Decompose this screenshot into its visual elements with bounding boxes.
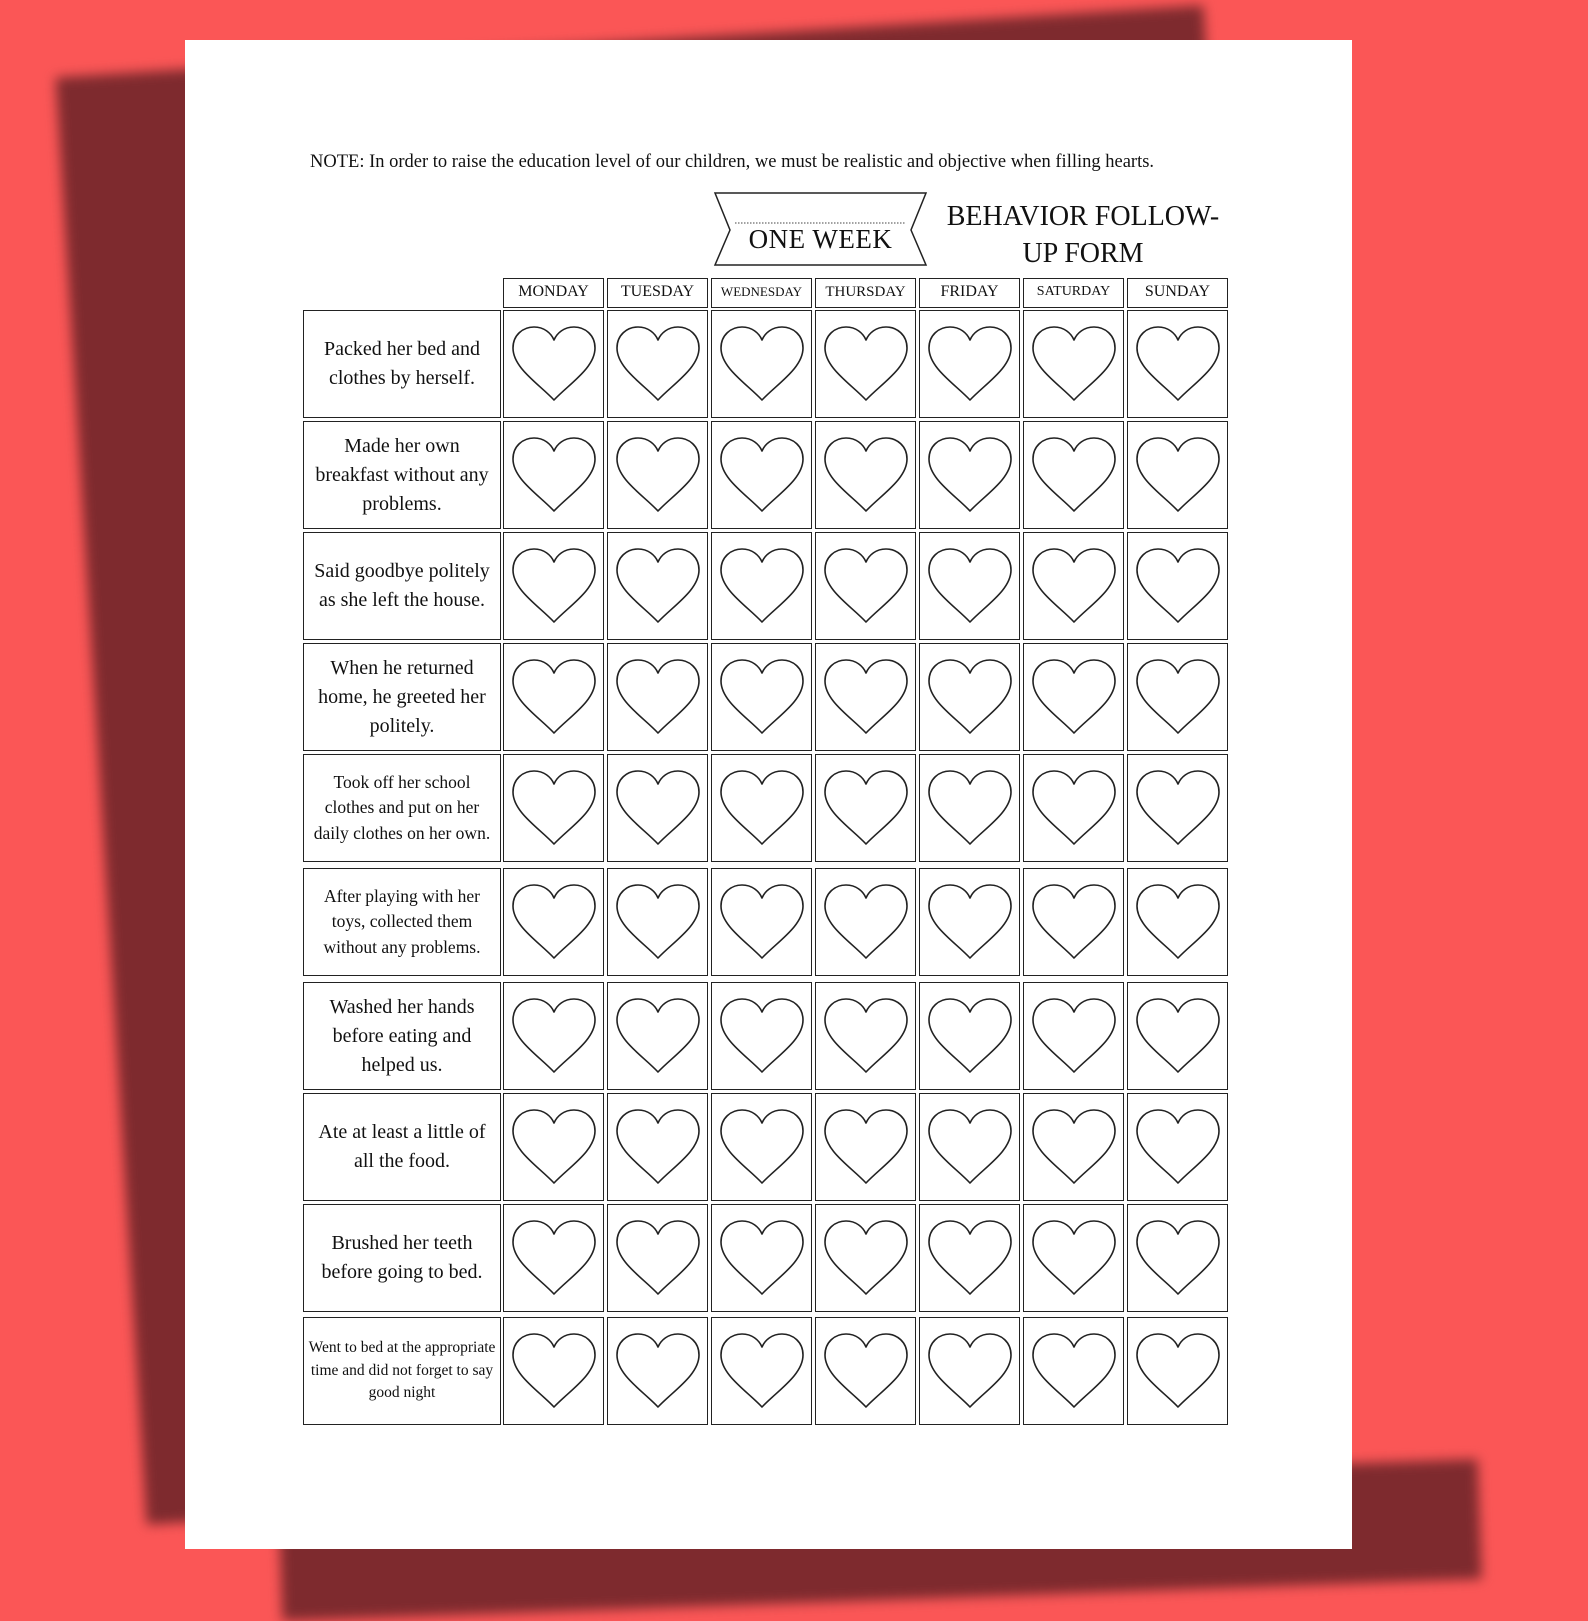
heart-cell-saturday[interactable] [1023, 310, 1124, 418]
heart-outline-icon [717, 1218, 807, 1298]
heart-outline-icon [509, 768, 599, 848]
heart-outline-icon [925, 768, 1015, 848]
heart-outline-icon [1029, 546, 1119, 626]
heart-cell-monday[interactable] [503, 1093, 604, 1201]
heart-cell-saturday[interactable] [1023, 1317, 1124, 1425]
heart-cell-saturday[interactable] [1023, 754, 1124, 862]
heart-cell-friday[interactable] [919, 868, 1020, 976]
heart-cell-sunday[interactable] [1127, 1093, 1228, 1201]
heart-cell-wednesday[interactable] [711, 310, 812, 418]
heart-outline-icon [613, 657, 703, 737]
heart-cell-sunday[interactable] [1127, 1317, 1228, 1425]
heart-cell-wednesday[interactable] [711, 754, 812, 862]
heart-cell-sunday[interactable] [1127, 421, 1228, 529]
heart-cell-sunday[interactable] [1127, 868, 1228, 976]
heart-cell-monday[interactable] [503, 310, 604, 418]
heart-cell-wednesday[interactable] [711, 868, 812, 976]
heart-cell-thursday[interactable] [815, 1093, 916, 1201]
heart-cell-wednesday[interactable] [711, 643, 812, 751]
heart-outline-icon [1029, 435, 1119, 515]
worksheet-page [185, 40, 1352, 1549]
heart-outline-icon [1029, 1218, 1119, 1298]
heart-outline-icon [821, 882, 911, 962]
form-title-line1: BEHAVIOR FOLLOW- [946, 201, 1220, 232]
heart-outline-icon [717, 1107, 807, 1187]
heart-cell-thursday[interactable] [815, 1317, 916, 1425]
heart-cell-monday[interactable] [503, 1317, 604, 1425]
form-title-line2: UP FORM [1022, 238, 1144, 269]
heart-outline-icon [925, 435, 1015, 515]
heart-outline-icon [821, 1107, 911, 1187]
heart-cell-wednesday[interactable] [711, 982, 812, 1090]
heart-outline-icon [821, 324, 911, 404]
heart-outline-icon [509, 324, 599, 404]
heart-cell-monday[interactable] [503, 982, 604, 1090]
heart-outline-icon [509, 435, 599, 515]
heart-cell-saturday[interactable] [1023, 1093, 1124, 1201]
heart-outline-icon [613, 435, 703, 515]
heart-cell-tuesday[interactable] [607, 982, 708, 1090]
heart-outline-icon [1029, 996, 1119, 1076]
behavior-label: Said goodbye politely as she left the house. [303, 532, 501, 640]
heart-cell-sunday[interactable] [1127, 532, 1228, 640]
heart-cell-sunday[interactable] [1127, 1204, 1228, 1312]
heart-outline-icon [613, 546, 703, 626]
heart-outline-icon [1029, 882, 1119, 962]
heart-cell-monday[interactable] [503, 643, 604, 751]
note-text: NOTE: In order to raise the education level of our children, we must be realistic and objective when filling hearts. [310, 152, 1155, 172]
heart-outline-icon [717, 882, 807, 962]
heart-outline-icon [717, 768, 807, 848]
heart-cell-friday[interactable] [919, 310, 1020, 418]
heart-cell-tuesday[interactable] [607, 310, 708, 418]
heart-cell-wednesday[interactable] [711, 532, 812, 640]
heart-cell-monday[interactable] [503, 532, 604, 640]
heart-outline-icon [509, 882, 599, 962]
behavior-label: Brushed her teeth before going to bed. [303, 1204, 501, 1312]
heart-outline-icon [717, 657, 807, 737]
banner-label: ONE WEEK [748, 224, 893, 254]
heart-outline-icon [717, 996, 807, 1076]
heart-outline-icon [613, 996, 703, 1076]
heart-outline-icon [1133, 768, 1223, 848]
heart-cell-thursday[interactable] [815, 532, 916, 640]
heart-cell-friday[interactable] [919, 643, 1020, 751]
heart-cell-friday[interactable] [919, 754, 1020, 862]
behavior-label: Made her own breakfast without any problems. [303, 421, 501, 529]
day-header-sunday: SUNDAY [1127, 278, 1228, 308]
heart-cell-saturday[interactable] [1023, 532, 1124, 640]
heart-cell-saturday[interactable] [1023, 982, 1124, 1090]
one-week-banner [713, 192, 928, 266]
heart-outline-icon [717, 546, 807, 626]
day-header-friday: FRIDAY [919, 278, 1020, 308]
heart-outline-icon [925, 324, 1015, 404]
heart-cell-thursday[interactable] [815, 310, 916, 418]
heart-cell-wednesday[interactable] [711, 1204, 812, 1312]
heart-cell-sunday[interactable] [1127, 643, 1228, 751]
heart-cell-friday[interactable] [919, 1204, 1020, 1312]
heart-cell-tuesday[interactable] [607, 868, 708, 976]
day-header-monday: MONDAY [503, 278, 604, 308]
heart-cell-friday[interactable] [919, 421, 1020, 529]
day-header-wednesday: WEDNESDAY [711, 278, 812, 308]
heart-outline-icon [613, 1107, 703, 1187]
heart-outline-icon [613, 324, 703, 404]
heart-cell-sunday[interactable] [1127, 310, 1228, 418]
behavior-label: Went to bed at the appropriate time and did not forget to say good night [303, 1317, 501, 1425]
heart-cell-sunday[interactable] [1127, 754, 1228, 862]
heart-cell-friday[interactable] [919, 1317, 1020, 1425]
heart-outline-icon [717, 435, 807, 515]
heart-cell-thursday[interactable] [815, 868, 916, 976]
heart-outline-icon [1133, 1331, 1223, 1411]
heart-outline-icon [1133, 882, 1223, 962]
heart-outline-icon [1133, 546, 1223, 626]
heart-cell-tuesday[interactable] [607, 1093, 708, 1201]
heart-outline-icon [821, 1331, 911, 1411]
heart-cell-saturday[interactable] [1023, 868, 1124, 976]
heart-outline-icon [509, 657, 599, 737]
heart-outline-icon [509, 546, 599, 626]
heart-outline-icon [925, 996, 1015, 1076]
heart-cell-saturday[interactable] [1023, 421, 1124, 529]
heart-cell-tuesday[interactable] [607, 532, 708, 640]
day-header-tuesday: TUESDAY [607, 278, 708, 308]
heart-outline-icon [1133, 435, 1223, 515]
heart-outline-icon [925, 657, 1015, 737]
heart-cell-friday[interactable] [919, 982, 1020, 1090]
heart-outline-icon [1133, 1218, 1223, 1298]
heart-outline-icon [509, 1218, 599, 1298]
heart-outline-icon [925, 1331, 1015, 1411]
heart-outline-icon [925, 1218, 1015, 1298]
heart-outline-icon [821, 435, 911, 515]
heart-outline-icon [821, 657, 911, 737]
heart-outline-icon [1133, 996, 1223, 1076]
heart-outline-icon [717, 324, 807, 404]
heart-outline-icon [821, 1218, 911, 1298]
heart-outline-icon [613, 1218, 703, 1298]
heart-cell-saturday[interactable] [1023, 1204, 1124, 1312]
day-header-thursday: THURSDAY [815, 278, 916, 308]
heart-cell-tuesday[interactable] [607, 1204, 708, 1312]
heart-outline-icon [613, 882, 703, 962]
heart-cell-wednesday[interactable] [711, 1093, 812, 1201]
heart-cell-wednesday[interactable] [711, 1317, 812, 1425]
heart-outline-icon [1029, 768, 1119, 848]
day-header-saturday: SATURDAY [1023, 278, 1124, 308]
heart-cell-tuesday[interactable] [607, 754, 708, 862]
heart-outline-icon [613, 768, 703, 848]
heart-cell-sunday[interactable] [1127, 982, 1228, 1090]
heart-cell-tuesday[interactable] [607, 1317, 708, 1425]
heart-outline-icon [1029, 324, 1119, 404]
heart-cell-thursday[interactable] [815, 421, 916, 529]
heart-outline-icon [1133, 324, 1223, 404]
heart-cell-monday[interactable] [503, 754, 604, 862]
behavior-label: When he returned home, he greeted her politely. [303, 643, 501, 751]
heart-outline-icon [925, 882, 1015, 962]
heart-outline-icon [717, 1331, 807, 1411]
heart-cell-saturday[interactable] [1023, 643, 1124, 751]
heart-cell-tuesday[interactable] [607, 421, 708, 529]
heart-cell-friday[interactable] [919, 532, 1020, 640]
heart-cell-thursday[interactable] [815, 643, 916, 751]
heart-cell-monday[interactable] [503, 421, 604, 529]
heart-outline-icon [509, 1107, 599, 1187]
heart-cell-wednesday[interactable] [711, 421, 812, 529]
behavior-label: Packed her bed and clothes by herself. [303, 310, 501, 418]
heart-outline-icon [509, 1331, 599, 1411]
behavior-label: Washed her hands before eating and helped us. [303, 982, 501, 1090]
heart-outline-icon [1029, 1107, 1119, 1187]
heart-outline-icon [821, 768, 911, 848]
heart-cell-friday[interactable] [919, 1093, 1020, 1201]
behavior-label: Ate at least a little of all the food. [303, 1093, 501, 1201]
heart-outline-icon [1133, 657, 1223, 737]
heart-outline-icon [1029, 1331, 1119, 1411]
heart-outline-icon [1133, 1107, 1223, 1187]
heart-cell-monday[interactable] [503, 1204, 604, 1312]
heart-cell-tuesday[interactable] [607, 643, 708, 751]
heart-cell-thursday[interactable] [815, 1204, 916, 1312]
behavior-label: Took off her school clothes and put on her daily clothes on her own. [303, 754, 501, 862]
behavior-label: After playing with her toys, collected them without any problems. [303, 868, 501, 976]
heart-cell-thursday[interactable] [815, 982, 916, 1090]
heart-outline-icon [821, 996, 911, 1076]
heart-outline-icon [925, 1107, 1015, 1187]
heart-outline-icon [821, 546, 911, 626]
heart-outline-icon [613, 1331, 703, 1411]
heart-cell-monday[interactable] [503, 868, 604, 976]
form-title [928, 198, 1238, 272]
heart-outline-icon [925, 546, 1015, 626]
heart-outline-icon [509, 996, 599, 1076]
heart-outline-icon [1029, 657, 1119, 737]
heart-cell-thursday[interactable] [815, 754, 916, 862]
